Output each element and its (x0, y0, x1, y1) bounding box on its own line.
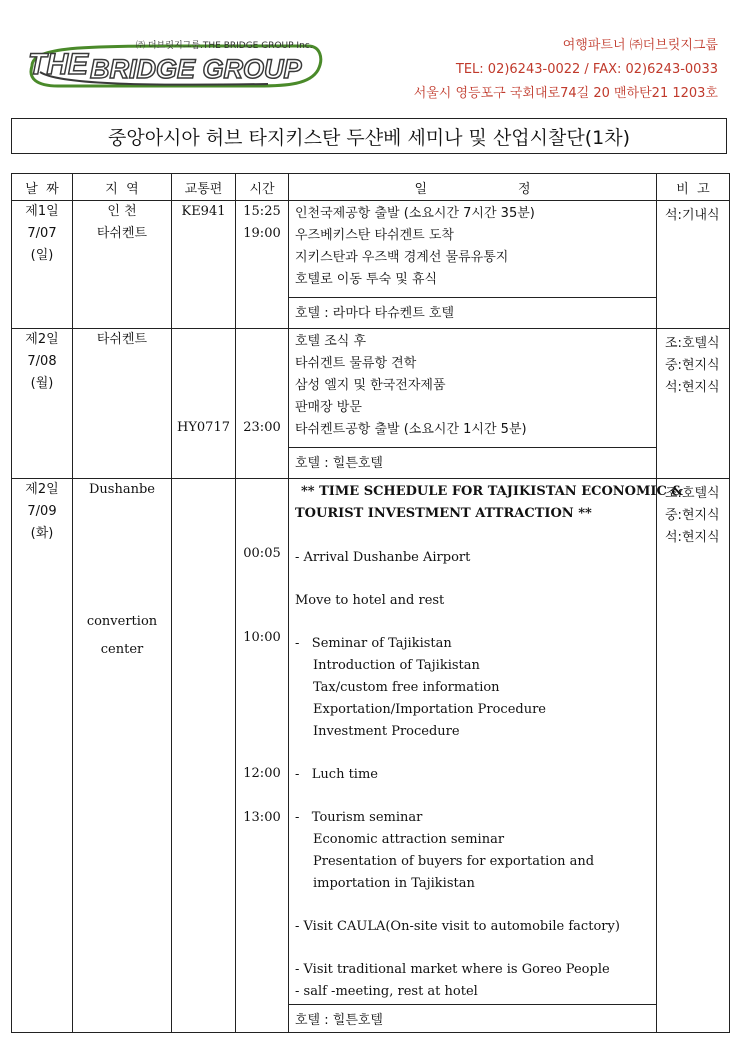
date-cell (12, 329, 73, 479)
day-number: 제1일 (25, 204, 59, 219)
day-date: 7/08 (27, 354, 57, 369)
meal-line: 조:호텔식 (665, 336, 720, 351)
time-value: 15:25 (243, 204, 281, 219)
logo-name: BRIDGE GROUP (90, 54, 302, 84)
region-line: center (100, 642, 144, 657)
schedule-line: - Tourism seminar (295, 810, 423, 825)
hotel-line: 호텔 : 힐튼호텔 (289, 1004, 656, 1032)
partner-name: 여행파트너 ㈜더브릿지그룹 (562, 38, 718, 53)
schedule-line: - salf -meeting, rest at hotel (295, 984, 478, 999)
schedule-line: - Visit CAULA(On-site visit to automobile factory) (295, 919, 620, 934)
table-header-row (12, 174, 730, 201)
table-row (12, 479, 730, 1033)
schedule-cell (289, 479, 684, 1033)
meal-line: 석:현지식 (665, 380, 720, 395)
schedule-line: 삼성 엘지 및 한국전자제품 (295, 378, 446, 393)
transport-cell (172, 201, 236, 329)
hotel-line: 호텔 : 라마다 타슈켄트 호텔 (289, 297, 656, 325)
meals-cell (657, 479, 730, 1033)
schedule-cell (289, 329, 657, 479)
transport-cell (172, 479, 236, 1033)
partner-info (414, 34, 718, 106)
day-number: 제2일 (25, 332, 59, 347)
schedule-line: - Arrival Dushanbe Airport (295, 550, 471, 565)
schedule-line: - Visit traditional market where is Goreo People (295, 962, 610, 977)
meals-cell (657, 329, 730, 479)
time-value: 00:05 (243, 546, 281, 561)
region-line: Dushanbe (89, 482, 155, 497)
schedule-line: 호텔로 이동 투숙 및 휴식 (295, 272, 438, 287)
company-logo (18, 36, 326, 94)
time-value: 23:00 (243, 420, 281, 435)
schedule-line: Move to hotel and rest (295, 593, 445, 608)
region-line: 타쉬켄트 (96, 332, 148, 347)
schedule-line: Introduction of Tajikistan (313, 658, 480, 673)
time-cell (236, 201, 289, 329)
meal-line: 조:호텔식 (665, 486, 720, 501)
meal-line: 중:현지식 (665, 358, 720, 373)
time-cell (236, 479, 289, 1033)
logo-subtitle: ㈜ 더브릿지그룹.THE BRIDGE GROUP Inc. (136, 41, 313, 51)
col-region: 지 역 (73, 174, 172, 201)
schedule-line: 우즈베키스탄 타쉬겐트 도착 (295, 228, 454, 243)
schedule-line: Economic attraction seminar (313, 832, 505, 847)
meals-cell (657, 201, 730, 329)
time-value: 12:00 (243, 766, 281, 781)
letterhead (0, 0, 740, 110)
hotel-line: 호텔 : 힐튼호텔 (289, 447, 656, 475)
page-title: 중앙아시아 허브 타지키스탄 두샨베 세미나 및 산업시찰단(1차) (11, 118, 727, 154)
schedule-line: 판매장 방문 (295, 400, 362, 415)
date-cell (12, 479, 73, 1033)
meal-line: 중:현지식 (665, 508, 720, 523)
transport-cell (172, 329, 236, 479)
meal-line: 석:현지식 (665, 530, 720, 545)
region-cell (73, 201, 172, 329)
day-weekday: (월) (30, 376, 54, 391)
schedule-line: - Seminar of Tajikistan (295, 636, 452, 651)
schedule-line: - Luch time (295, 767, 378, 782)
schedule-heading: ** TIME SCHEDULE FOR TAJIKISTAN ECONOMIC & (301, 484, 684, 499)
schedule-line: 지키스탄과 우즈백 경계선 물류유통지 (295, 250, 509, 265)
region-line: convertion (86, 614, 158, 629)
col-schedule: 일 정 (289, 174, 657, 201)
time-value: 19:00 (243, 226, 281, 241)
region-line: 인 천 (107, 204, 137, 219)
schedule-line: 타쉬겐트 물류항 견학 (295, 356, 417, 371)
day-weekday: (일) (30, 248, 54, 263)
itinerary-table (11, 173, 730, 1033)
schedule-line: Investment Procedure (313, 724, 460, 739)
schedule-line: 타쉬켄트공항 출발 (소요시간 1시간 5분) (295, 422, 527, 437)
schedule-line: Presentation of buyers for exportation and (313, 854, 595, 869)
partner-phone: TEL: 02)6243-0022 / FAX: 02)6243-0033 (455, 62, 718, 77)
region-line: 타쉬켄트 (96, 226, 148, 241)
schedule-line: 인천국제공항 출발 (소요시간 7시간 35분) (295, 206, 535, 221)
schedule-heading: TOURIST INVESTMENT ATTRACTION ** (295, 506, 592, 521)
region-cell (73, 329, 172, 479)
table-row (12, 329, 730, 479)
schedule-line: Tax/custom free information (313, 680, 500, 695)
schedule-line: 호텔 조식 후 (295, 334, 367, 349)
schedule-line: Exportation/Importation Procedure (313, 702, 546, 717)
schedule-cell (289, 201, 657, 329)
meal-line: 석:기내식 (665, 208, 720, 223)
flight-number: HY0717 (176, 420, 230, 435)
partner-address: 서울시 영등포구 국회대로74길 20 맨하탄21 1203호 (413, 86, 718, 101)
day-date: 7/07 (27, 226, 57, 241)
col-remarks: 비 고 (657, 174, 730, 201)
day-date: 7/09 (27, 504, 57, 519)
flight-number: KE941 (181, 204, 226, 219)
schedule-line: importation in Tajikistan (313, 876, 475, 891)
logo-the: THE (28, 48, 88, 81)
col-transport: 교통편 (172, 174, 236, 201)
table-row (12, 201, 730, 329)
day-weekday: (화) (30, 526, 54, 541)
time-value: 10:00 (243, 630, 281, 645)
day-number: 제2일 (25, 482, 59, 497)
time-cell (236, 329, 289, 479)
time-value: 13:00 (243, 810, 281, 825)
col-date: 날 짜 (12, 174, 73, 201)
date-cell (12, 201, 73, 329)
col-time: 시간 (236, 174, 289, 201)
region-cell (73, 479, 172, 1033)
